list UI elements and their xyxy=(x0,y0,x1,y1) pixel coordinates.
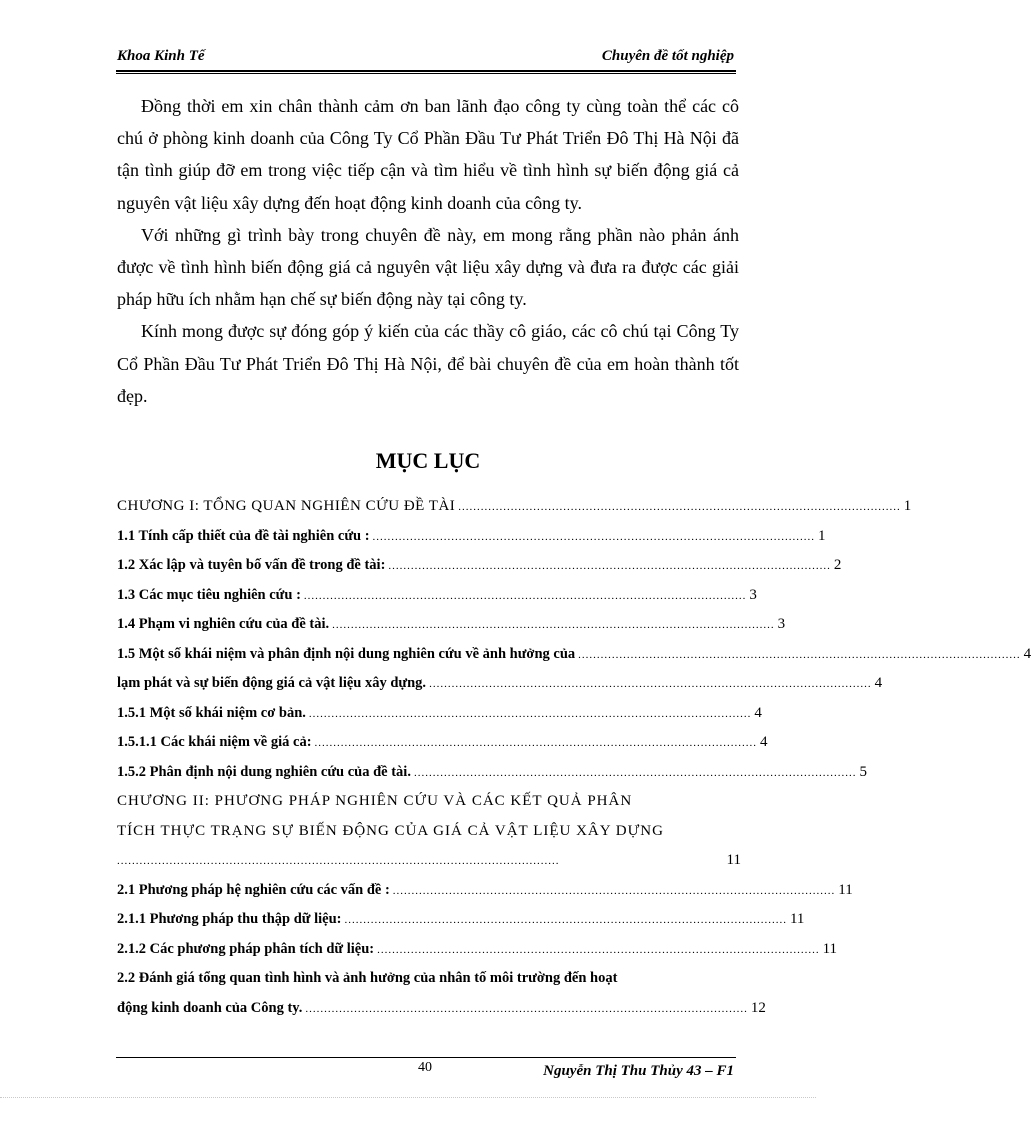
header-document-type: Chuyên đề tốt nghiệp xyxy=(601,48,734,64)
toc-page-number: 11 xyxy=(789,911,805,927)
toc-entry[interactable]: 1.3 Các mục tiêu nghiên cứu : ...................................................................................................................... 3 xyxy=(117,586,757,603)
toc-entry[interactable]: 1.5.2 Phân định nội dung nghiên cứu của đề tài. ...................................................................................................................... 5 xyxy=(117,763,867,780)
toc-page-number: 11 xyxy=(838,881,853,898)
leader-dots: ...................................................................................................................... xyxy=(305,1002,748,1015)
paragraph: Đồng thời em xin chân thành cảm ơn ban lãnh đạo công ty cùng toàn thể các cô chú ở phòng kinh doanh của Công Ty Cổ Phần Đầu Tư Phát Triển Đô Thị Hà Nội đã tận tình giúp đỡ em trong việc tiếp cận và tìm hiểu về tình hình sự biến động giá cả nguyên vật liệu xây dựng đến hoạt động kinh doanh của công ty. xyxy=(117,96,739,213)
toc-entry[interactable]: 1.4 Phạm vi nghiên cứu của đề tài. ...................................................................................................................... 3 xyxy=(117,616,786,632)
leader-dots: ...................................................................................................................... xyxy=(314,737,758,749)
toc-entry[interactable]: 1.1 Tính cấp thiết của đề tài nghiên cứu : ...................................................................................................................... 1 xyxy=(117,527,826,544)
acknowledgement-text xyxy=(117,90,739,412)
toc-entry[interactable]: 2.1.2 Các phương pháp phân tích dữ liệu: ...................................................................................................................... 11 xyxy=(117,940,838,957)
toc-page-number: 3 xyxy=(749,586,757,603)
leader-dots: ...................................................................................................................... xyxy=(117,855,560,867)
toc-page-number: 3 xyxy=(777,616,786,632)
leader-dots: ...................................................................................................................... xyxy=(377,943,820,956)
toc-page-number: 5 xyxy=(859,763,867,780)
leader-dots: ...................................................................................................................... xyxy=(372,530,816,543)
leader-dots: ...................................................................................................................... xyxy=(303,589,747,602)
toc-page-number: 12 xyxy=(750,999,766,1016)
toc-entry-chapter-1[interactable]: CHƯƠNG I: TỔNG QUAN NGHIÊN CỨU ĐỀ TÀI ...................................................................................................................... 1 xyxy=(117,498,912,514)
header-rule-thin xyxy=(116,73,736,74)
toc-page-number: 4 xyxy=(874,675,883,691)
leader-dots: ...................................................................................................................... xyxy=(413,766,857,779)
toc-entry-2-2-line-1[interactable]: 2.2 Đánh giá tổng quan tình hình và ảnh hưởng của nhân tố môi trường đến hoạt xyxy=(117,970,618,986)
toc-entry-chapter-2-line-2[interactable]: TÍCH THỰC TRẠNG SỰ BIẾN ĐỘNG CỦA GIÁ CẢ VẬT LIỆU XÂY DỰNG xyxy=(117,822,664,839)
toc-page-number: 4 xyxy=(1023,645,1031,662)
toc-page-number: 1 xyxy=(818,527,826,544)
toc-page-number: 4 xyxy=(754,704,762,721)
footer-author: Nguyễn Thị Thu Thủy 43 – F1 xyxy=(543,1063,734,1079)
footer-rule xyxy=(116,1057,736,1058)
toc-entry[interactable]: 1.2 Xác lập và tuyên bố vấn đề trong đề tài: ...................................................................................................................... 2 xyxy=(117,557,842,573)
table-of-contents xyxy=(117,498,1031,1029)
toc-page-number: 1 xyxy=(903,498,912,514)
toc-page-number: 11 xyxy=(726,852,741,868)
leader-dots: ...................................................................................................................... xyxy=(578,648,1021,661)
toc-entry-2-2-line-2[interactable]: động kinh doanh của Công ty. ...................................................................................................................... 12 xyxy=(117,999,766,1016)
toc-entry[interactable]: 1.5.1 Một số khái niệm cơ bản. ...................................................................................................................... 4 xyxy=(117,704,762,721)
toc-title: MỤC LỤC xyxy=(375,448,481,473)
paragraph: Kính mong được sự đóng góp ý kiến của các thầy cô giáo, các cô chú tại Công Ty Cổ Phần Đầu Tư Phát Triển Đô Thị Hà Nội, để bài chuyên đề của em hoàn thành tốt đẹp. xyxy=(117,321,739,406)
toc-entry[interactable]: 2.1 Phương pháp hệ nghiên cứu các vấn đề : ...................................................................................................................... 11 xyxy=(117,881,853,898)
leader-dots: ...................................................................................................................... xyxy=(332,619,775,631)
toc-entry[interactable]: 1.5.1.1 Các khái niệm về giá cả: ...................................................................................................................... 4 xyxy=(117,734,768,750)
leader-dots: ...................................................................................................................... xyxy=(308,707,752,720)
toc-page-number: 2 xyxy=(833,557,842,573)
toc-entry-chapter-2-page[interactable] xyxy=(117,852,741,882)
leader-dots: ...................................................................................................................... xyxy=(392,884,836,897)
toc-entry-chapter-2-line-1[interactable]: CHƯƠNG II: PHƯƠNG PHÁP NGHIÊN CỨU VÀ CÁC KẾT QUẢ PHÂN xyxy=(117,793,633,809)
leader-dots: ...................................................................................................................... xyxy=(429,678,872,690)
toc-entry[interactable]: 2.1.1 Phương pháp thu thập dữ liệu: ...................................................................................................................... 11 xyxy=(117,911,805,927)
header-rule xyxy=(116,70,736,72)
page-number: 40 xyxy=(418,1060,432,1075)
header-faculty: Khoa Kinh Tế xyxy=(117,48,205,64)
toc-page-number: 11 xyxy=(822,940,838,957)
leader-dots: ...................................................................................................................... xyxy=(388,560,831,572)
toc-entry[interactable]: lạm phát và sự biến động giá cả vật liệu xây dựng. ...................................................................................................................... 4 xyxy=(117,675,883,691)
toc-entry[interactable]: 1.5 Một số khái niệm và phân định nội dung nghiên cứu về ảnh hưởng của ...................................................................................................................... 4 xyxy=(117,645,1031,662)
page-header xyxy=(117,48,734,68)
leader-dots: ...................................................................................................................... xyxy=(458,501,901,513)
paragraph: Với những gì trình bày trong chuyên đề này, em mong rằng phần nào phản ánh được về tình hình biến động giá cả nguyên vật liệu xây dựng và đưa ra được các giải pháp hữu ích nhằm hạn chế sự biến động này tại công ty. xyxy=(117,224,739,310)
page-edge xyxy=(0,1097,816,1098)
leader-dots: ...................................................................................................................... xyxy=(344,914,787,926)
toc-page-number: 4 xyxy=(760,734,768,750)
